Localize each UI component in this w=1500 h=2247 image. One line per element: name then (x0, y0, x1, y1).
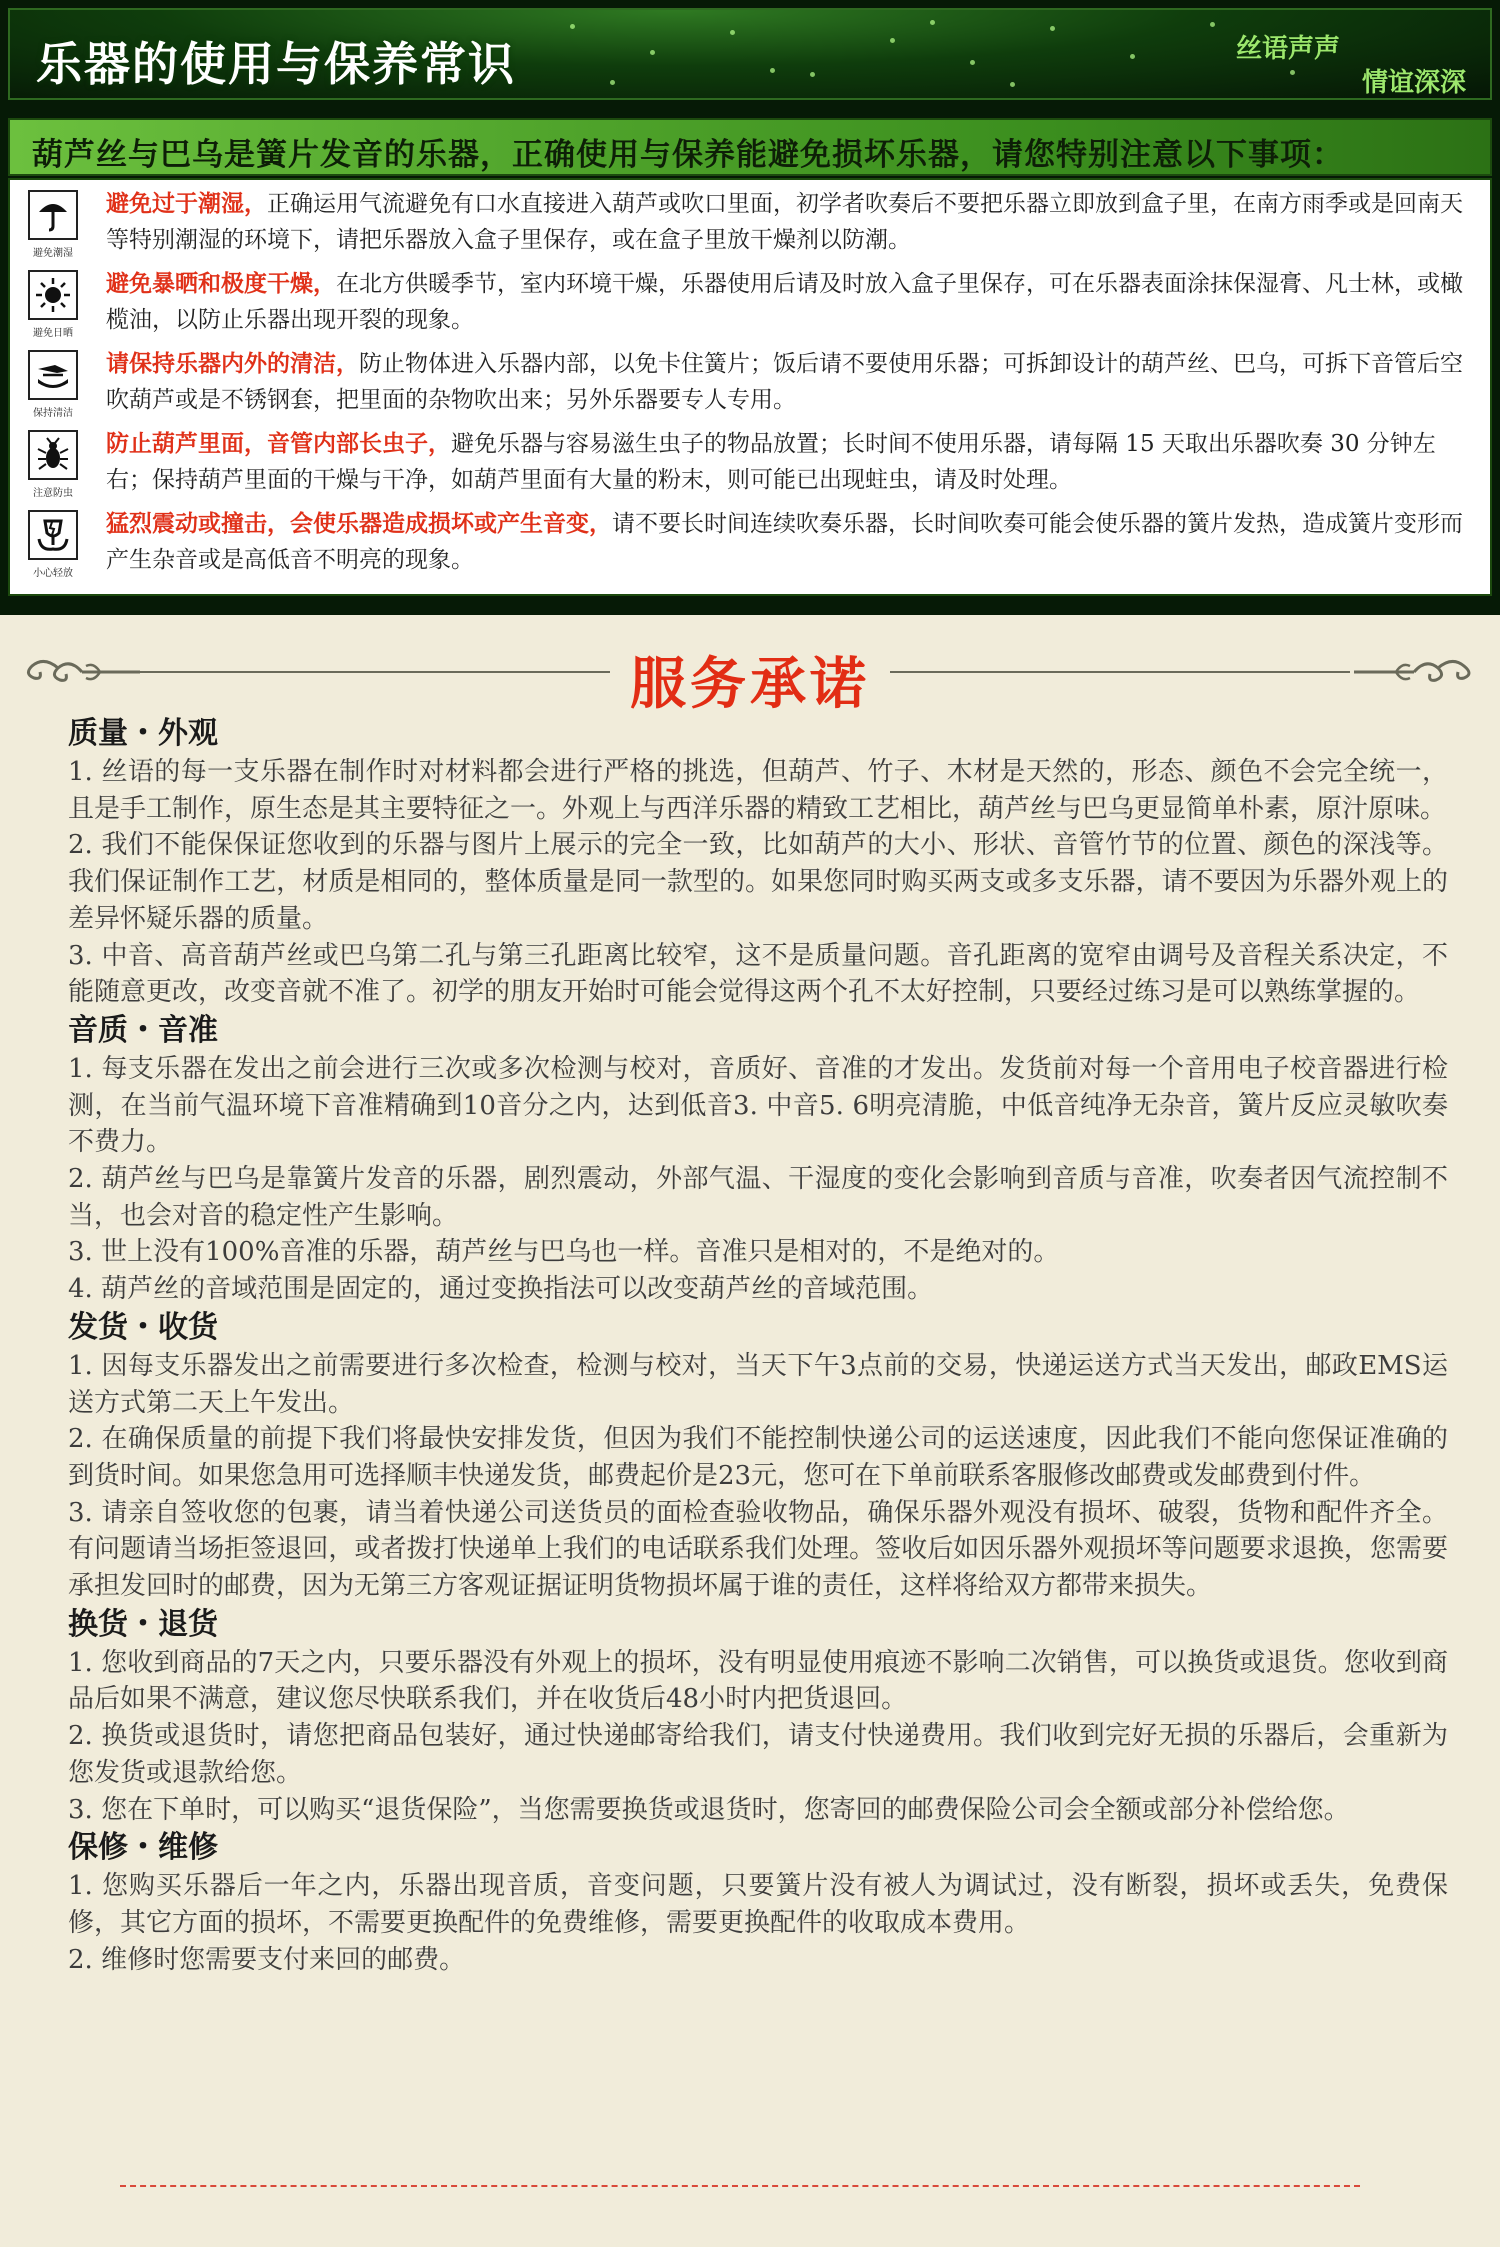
section-heading: 换货・退货 (68, 1606, 218, 1642)
ornament-left-icon (22, 648, 142, 696)
care-list (8, 178, 1492, 596)
section-paragraph: 2. 换货或退货时，请您把商品包装好，通过快递邮寄给我们，请支付快递费用。我们收到完好无损的乐器后，会重新为您发货或退款给您。 (68, 1721, 1448, 1788)
section-heading: 音质・音准 (68, 1012, 218, 1048)
section-heading: 发货・收货 (68, 1309, 218, 1345)
section-paragraph: 1. 您购买乐器后一年之内，乐器出现音质，音变问题，只要簧片没有被人为调试过，没有断裂，损坏或丢失，免费保修，其它方面的损坏，不需要更换配件的免费维修，需要更换配件的收取成本费用。 (68, 1871, 1448, 1938)
care-icon-box (24, 510, 82, 584)
care-item-highlight: 避免暴晒和极度干燥， (106, 270, 336, 297)
care-item-highlight: 避免过于潮湿， (106, 190, 267, 217)
care-item-text (106, 186, 1474, 258)
care-icon-label: 小心轻放 (33, 568, 73, 579)
care-item-body: 防止物体进入乐器内部，以免卡住簧片；饭后请不要使用乐器；可拆卸设计的葫芦丝、巴乌，可拆下音管后空吹葫芦或是不锈钢套，把里面的杂物吹出来；另外乐器要专人专用。 (106, 351, 1463, 413)
section-paragraph: 1. 丝语的每一支乐器在制作时对材料都会进行严格的挑选，但葫芦、竹子、木材是天然的，形态、颜色不会完全统一，且是手工制作，原生态是其主要特征之一。外观上与西洋乐器的精致工艺相比，葫芦丝与巴乌更显简单朴素，原汁原味。 (68, 757, 1448, 824)
slogan-line-1: 丝语声声 (1235, 34, 1340, 64)
bug-icon (28, 430, 78, 480)
fragile-icon (28, 510, 78, 560)
care-item (10, 344, 1490, 424)
section-paragraph: 1. 每支乐器在发出之前会进行三次或多次检测与校对，音质好、音准的才发出。发货前对每一个音用电子校音器进行检测，在当前气温环境下音准精确到10音分之内，达到低音3. 中音5. 6明亮清脆，中低音纯净无杂音，簧片反应灵敏吹奏不费力。 (68, 1053, 1448, 1158)
care-icon-label: 保持清洁 (33, 408, 73, 419)
section-paragraph: 1. 您收到商品的7天之内，只要乐器没有外观上的损坏，没有明显使用痕迹不影响二次销售，可以换货或退货。您收到商品后如果不满意，建议您尽快联系我们，并在收货后48小时内把货退回。 (68, 1647, 1448, 1715)
care-item (10, 504, 1490, 584)
care-icon-label: 避免日晒 (33, 328, 73, 339)
section-paragraph: 2. 维修时您需要支付来回的邮费。 (68, 1944, 466, 1975)
care-item (10, 424, 1490, 504)
service-content (68, 714, 1448, 1978)
service-title-row (0, 640, 1500, 720)
care-title: 乐器的使用与保养常识 (36, 37, 516, 91)
section-paragraph: 2. 在确保质量的前提下我们将最快安排发货，但因为我们不能控制快递公司的运送速度，因此我们不能向您保证准确的到货时间。如果您急用可选择顺丰快递发货，邮费起价是23元，您可在下单前联系客服修改邮费或发邮费到付件。 (68, 1424, 1448, 1491)
care-item-highlight: 防止葫芦里面，音管内部长虫子， (106, 430, 451, 457)
section-paragraph: 1. 因每支乐器发出之前需要进行多次检查，检测与校对，当天下午3点前的交易，快递运送方式当天发出，邮政EMS运送方式第二天上午发出。 (68, 1350, 1448, 1418)
care-banner (8, 118, 1492, 176)
care-item-body: 在北方供暖季节，室内环境干燥，乐器使用后请及时放入盒子里保存，可在乐器表面涂抹保湿膏、凡士林，或橄榄油，以防止乐器出现开裂的现象。 (106, 271, 1463, 333)
care-icon-box (24, 430, 82, 504)
care-banner-text: 葫芦丝与巴乌是簧片发音的乐器，正确使用与保养能避免损坏乐器，请您特别注意以下事项： (32, 137, 1344, 173)
care-item-body: 请不要长时间连续吹奏乐器，长时间吹奏可能会使乐器的簧片发热，造成簧片变形而产生杂音或是高低音不明亮的现象。 (106, 511, 1463, 573)
care-item-text (106, 346, 1474, 418)
section-paragraph: 2. 葫芦丝与巴乌是靠簧片发音的乐器，剧烈震动，外部气温、干湿度的变化会影响到音质与音准，吹奏者因气流控制不当，也会对音的稳定性产生影响。 (68, 1164, 1448, 1231)
care-item-body: 正确运用气流避免有口水直接进入葫芦或吹口里面，初学者吹奏后不要把乐器立即放到盒子里，在南方雨季或是回南天等特别潮湿的环境下，请把乐器放入盒子里保存，或在盒子里放干燥剂以防潮。 (106, 191, 1463, 253)
bottom-dashed-divider (120, 2185, 1360, 2187)
care-icon-box (24, 350, 82, 424)
care-item-highlight: 猛烈震动或撞击，会使乐器造成损坏或产生音变， (106, 510, 612, 537)
care-item-text (106, 506, 1474, 578)
hands-icon (28, 350, 78, 400)
service-title: 服务承诺 (630, 651, 870, 717)
section-heading: 保修・维修 (68, 1830, 218, 1866)
section-paragraph: 3. 请亲自签收您的包裹，请当着快递公司送货员的面检查验收物品，确保乐器外观没有损坏、破裂，货物和配件齐全。有问题请当场拒签退回，或者拨打快递单上我们的电话联系我们处理。签收后如因乐器外观损坏等问题要求退换，您需要承担发回时的邮费，因为无第三方客观证据证明货物损坏属于谁的责任，这样将给双方都带来损失。 (68, 1497, 1448, 1602)
care-item (10, 264, 1490, 344)
care-item-text (106, 266, 1474, 338)
title-rule-right (890, 671, 1350, 673)
care-item-body: 避免乐器与容易滋生虫子的物品放置；长时间不使用乐器，请每隔 15 天取出乐器吹奏 30 分钟左右；保持葫芦里面的干燥与干净，如葫芦里面有大量的粉末，则可能已出现蛀虫，请及时处理。 (106, 431, 1436, 493)
section-paragraph: 2. 我们不能保保证您收到的乐器与图片上展示的完全一致，比如葫芦的大小、形状、音管竹节的位置、颜色的深浅等。我们保证制作工艺，材质是相同的，整体质量是同一款型的。如果您同时购买两支或多支乐器，请不要因为乐器外观上的差异怀疑乐器的质量。 (68, 830, 1448, 934)
ornament-right-icon (1352, 648, 1482, 696)
care-item (10, 184, 1490, 264)
care-header (8, 8, 1492, 100)
sun-icon (28, 270, 78, 320)
title-rule-left (140, 671, 610, 673)
care-item-text (106, 426, 1474, 498)
care-icon-box (24, 190, 82, 264)
slogan-line-2: 情谊深深 (1361, 68, 1466, 98)
section-heading: 质量・外观 (68, 716, 218, 751)
care-icon-label: 注意防虫 (33, 488, 73, 499)
section-paragraph: 3. 您在下单时，可以购买“退货保险”，当您需要换货或退货时，您寄回的邮费保险公司会全额或部分补偿给您。 (68, 1794, 1350, 1825)
care-section (0, 0, 1500, 615)
umbrella-icon (28, 190, 78, 240)
care-item-highlight: 请保持乐器内外的清洁， (106, 350, 359, 377)
section-paragraph: 4. 葫芦丝的音域范围是固定的，通过变换指法可以改变葫芦丝的音域范围。 (68, 1274, 934, 1305)
care-icon-box (24, 270, 82, 344)
section-paragraph: 3. 中音、高音葫芦丝或巴乌第二孔与第三孔距离比较窄，这不是质量问题。音孔距离的宽窄由调号及音程关系决定，不能随意更改，改变音就不准了。初学的朋友开始时可能会觉得这两个孔不太好控制，只要经过练习是可以熟练掌握的。 (68, 940, 1448, 1008)
section-paragraph: 3. 世上没有100%音准的乐器，葫芦丝与巴乌也一样。音准只是相对的，不是绝对的。 (68, 1237, 1060, 1268)
care-icon-label: 避免潮湿 (33, 248, 73, 259)
